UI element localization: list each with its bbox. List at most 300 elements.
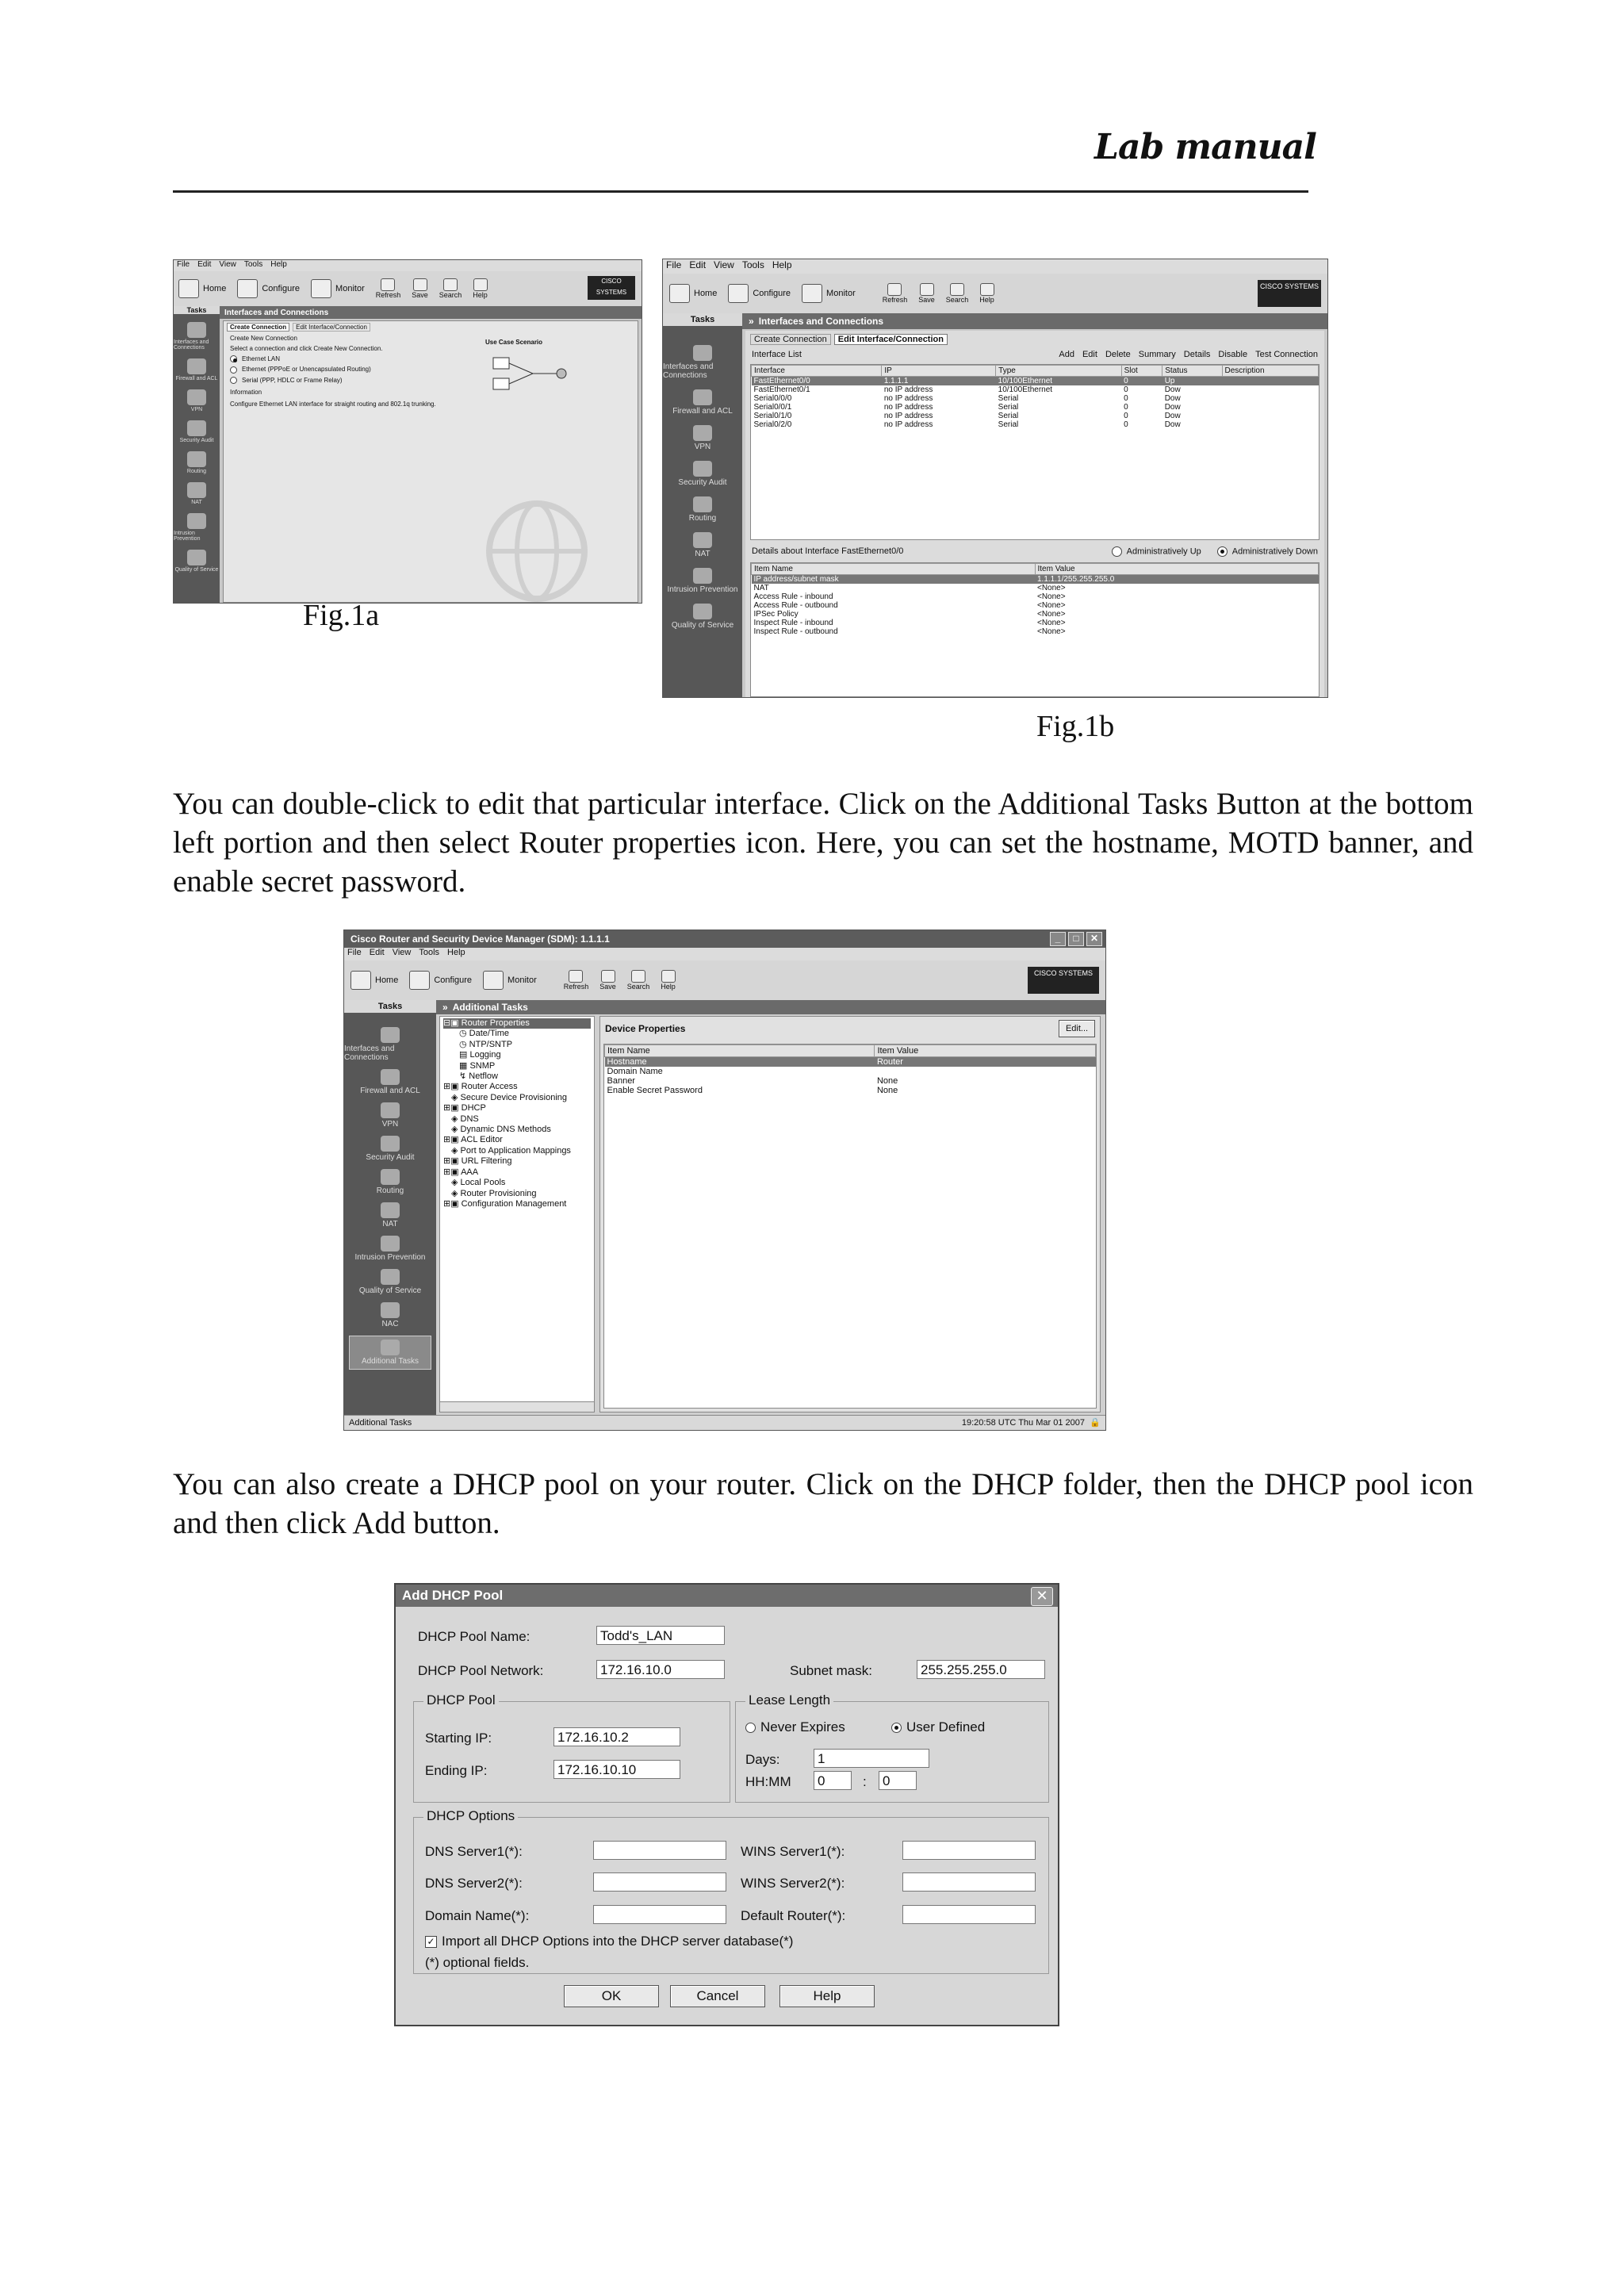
refresh-label: Refresh [375,291,401,299]
option-label: Ethernet LAN [242,355,281,362]
configure-button[interactable] [728,284,791,303]
create-instruction: Select a connection and click Create New Connection. [230,345,383,352]
add-button[interactable]: Add [1059,350,1074,359]
help-label: Help [473,291,488,299]
routing-icon [693,496,712,512]
never-expires-radio[interactable] [745,1719,845,1735]
pool-network-label: DHCP Pool Network: [418,1663,544,1678]
tab-create-connection[interactable]: Create Connection [750,334,831,345]
fig1a-tasks-pane [174,306,220,603]
option-label: Ethernet (PPPoE or Unencapsulated Routing) [242,366,371,374]
hours-field[interactable]: 0 [814,1771,852,1790]
nat-icon [381,1202,400,1218]
interface-list-label: Interface List [752,350,802,359]
properties-table [604,1045,1096,1095]
search-button[interactable] [946,283,969,304]
task-qos[interactable]: Quality of Service [344,1269,436,1295]
search-button[interactable] [439,278,462,299]
configure-button[interactable] [237,279,300,298]
delete-button[interactable]: Delete [1105,350,1131,359]
table-row[interactable]: Inspect Rule - inbound <None> [753,619,1066,627]
save-button[interactable] [918,283,935,304]
add-dhcp-pool-dialog [394,1583,1059,2026]
fig1b-menubar [663,259,1327,274]
subnet-mask-field[interactable]: 255.255.255.0 [917,1660,1045,1679]
use-case-scenario-label: Use Case Scenario [485,339,543,346]
menu-help[interactable]: Help [447,948,465,957]
refresh-icon [569,970,583,983]
refresh-button[interactable] [376,278,401,299]
table-row[interactable]: FastEthernet0/0 1.1.1.1 10/100Ethernet 0 Up [752,377,1319,386]
details-table-panel [750,562,1320,697]
dynamic-dns-icon: ◈ [451,1125,461,1135]
tree-item[interactable]: ⊞▣ ACL Editor [443,1135,503,1145]
task-interfaces[interactable]: Interfaces and Connections [344,1027,436,1062]
monitor-button[interactable] [802,284,856,303]
info-label: Information [230,389,262,397]
starting-ip-field[interactable]: 172.16.10.2 [553,1727,680,1746]
table-row[interactable]: Access Rule - outbound <None> [753,601,1066,610]
table-row[interactable]: Hostname Router [605,1057,1096,1068]
table-row[interactable]: Serial0/0/0 no IP address Serial 0 Dow [753,394,1181,403]
task-firewall[interactable]: Firewall and ACL [663,389,742,416]
save-label: Save [412,291,428,299]
device-properties-title: Device Properties [605,1023,686,1034]
domain-name-field[interactable] [593,1905,726,1924]
edit-button[interactable]: Edit... [1059,1020,1095,1037]
chevron-icon: » [749,316,754,327]
admin-down-radio[interactable]: Administratively Down [1217,546,1318,557]
starting-ip-label: Starting IP: [425,1731,492,1746]
fig1b-content [745,331,1324,697]
window-titlebar [344,930,1105,948]
status-bar [344,1415,1105,1430]
help-label: Help [661,983,676,991]
pool-name-label: DHCP Pool Name: [418,1629,530,1644]
dns-server1-field[interactable] [593,1841,726,1860]
tree-item[interactable]: ⊟▣ Router Properties [443,1018,591,1029]
tree-item[interactable]: ◷ Date/Time [459,1029,509,1039]
globe-watermark [477,496,596,604]
default-router-field[interactable] [902,1905,1036,1924]
fig1a-caption: Fig.1a [303,599,380,632]
folder-icon: ⊞▣ [443,1156,462,1167]
task-interfaces[interactable]: Interfaces and Connections [663,345,742,380]
col-interface[interactable]: Interface [752,366,882,377]
tree-item[interactable]: ↯ Netflow [459,1071,498,1082]
table-row[interactable]: Access Rule - inbound <None> [753,592,1066,601]
task-nat[interactable]: NAT [174,482,220,505]
fig1a-toolbar [174,271,642,307]
interfaces-icon [381,1027,400,1043]
menu-help[interactable]: Help [772,259,792,270]
header-rule [173,190,1308,193]
details-label: Details about Interface FastEthernet0/0 [752,546,904,556]
never-expires-label: Never Expires [760,1719,845,1734]
fig1a-menubar [174,260,642,271]
save-icon [601,970,615,983]
summary-button[interactable]: Summary [1138,350,1176,359]
home-button[interactable] [178,279,226,298]
option-label: Serial (PPP, HDLC or Frame Relay) [242,376,343,384]
monitor-button[interactable] [311,279,365,298]
monitor-label: Monitor [335,284,365,293]
menu-tools[interactable]: Tools [243,260,263,269]
menu-edit[interactable]: Edit [689,259,707,270]
save-button[interactable] [412,278,428,299]
radio-icon [1217,546,1228,557]
col-description[interactable]: Description [1222,366,1319,377]
menu-tools[interactable]: Tools [741,259,764,270]
refresh-label: Refresh [563,983,589,991]
monitor-label: Monitor [826,289,856,298]
table-row[interactable]: Enable Secret Password None [607,1086,898,1095]
pam-icon: ◈ [451,1145,461,1156]
menu-view[interactable]: View [392,948,412,957]
monitor-icon [483,971,504,990]
tree-item[interactable]: ▤ Logging [459,1050,501,1060]
task-qos[interactable]: Quality of Service [174,550,220,573]
menu-file[interactable]: File [177,260,190,269]
monitor-icon [311,279,331,298]
home-icon [178,279,199,298]
help-button[interactable] [661,970,676,991]
hhmm-label: HH:MM [745,1774,791,1789]
cisco-logo: CISCO SYSTEMS [1258,280,1321,307]
col-item-name[interactable]: Item Name [752,564,1036,575]
dhcp-pool-legend: DHCP Pool [423,1692,499,1708]
search-icon [443,278,458,291]
table-row[interactable]: IPSec Policy <None> [753,610,1066,619]
fig2-toolbar [344,960,1105,1001]
task-intrusion-prevention[interactable]: Intrusion Prevention [663,568,742,594]
cisco-logo: CISCO SYSTEMS [1028,967,1099,994]
test-connection-button[interactable]: Test Connection [1255,350,1318,359]
task-additional-tasks[interactable]: Additional Tasks [349,1336,431,1370]
table-row[interactable]: Serial0/2/0 no IP address Serial 0 Dow [753,420,1181,429]
checkmark-icon: ✓ [425,1936,437,1948]
nat-icon [693,532,712,548]
dhcp-options-group [413,1808,1049,1974]
edit-button[interactable]: Edit [1082,350,1097,359]
task-qos[interactable]: Quality of Service [663,604,742,630]
fig1a-screenshot [173,259,642,604]
tree-item[interactable]: ◈ Dynamic DNS Methods [451,1125,551,1135]
tree-item[interactable]: ◈ Local Pools [451,1178,506,1188]
device-properties-panel [599,1016,1101,1412]
menu-help[interactable]: Help [270,260,287,269]
dns-icon: ◈ [451,1114,461,1124]
table-row[interactable]: NAT <None> [753,584,1066,592]
task-nat[interactable]: NAT [663,532,742,558]
intrusion-icon [381,1236,400,1251]
radio-icon [1112,546,1122,557]
table-row[interactable]: Banner None [607,1076,898,1086]
task-intrusion-prevention[interactable]: Intrusion Prevention [344,1236,436,1262]
option-serial[interactable] [230,377,237,384]
fig1b-toolbar [663,274,1327,314]
refresh-icon [887,283,902,296]
intrusion-icon [187,513,206,529]
fig1a-pane-header: Interfaces and Connections [220,306,642,319]
subnet-mask-label: Subnet mask: [790,1663,872,1678]
ok-button[interactable]: OK [564,1985,659,2007]
wins-server2-field[interactable] [902,1872,1036,1892]
table-row[interactable]: IP address/subnet mask 1.1.1.1/255.255.255.0 [752,575,1319,585]
security-audit-icon [381,1136,400,1152]
monitor-label: Monitor [508,976,537,985]
intrusion-icon [693,568,712,584]
minimize-icon[interactable]: _ [1050,932,1066,946]
menu-view[interactable]: View [714,259,734,270]
tree-item[interactable]: ◈ DNS [451,1114,479,1124]
menu-edit[interactable]: Edit [369,948,385,957]
table-row[interactable]: Serial0/0/1 no IP address Serial 0 Dow [753,403,1181,412]
ending-ip-label: Ending IP: [425,1763,488,1778]
tab-edit-interface[interactable]: Edit Interface/Connection [834,334,948,345]
configure-button[interactable] [409,971,472,990]
help-button[interactable] [979,283,994,304]
interfaces-icon [187,322,206,338]
tab-create-connection[interactable]: Create Connection [227,323,289,332]
ending-ip-field[interactable]: 172.16.10.10 [553,1760,680,1779]
window-title: Cisco Router and Security Device Manager (SDM): 1.1.1.1 [350,933,610,945]
qos-icon [693,604,712,619]
tab-edit-interface[interactable]: Edit Interface/Connection [293,323,370,332]
cisco-logo: CISCO SYSTEMS [588,276,635,300]
home-icon [669,284,690,303]
fig2-tasks-pane [344,1000,436,1416]
tasks-title: Tasks [174,306,220,314]
tree-item[interactable]: ⊞▣ URL Filtering [443,1156,512,1167]
menu-tools[interactable]: Tools [419,948,440,957]
dialog-title: Add DHCP Pool [396,1585,1058,1607]
tree-item[interactable]: ◷ NTP/SNTP [459,1039,513,1049]
tree-scrollbar[interactable] [439,1401,595,1412]
col-type[interactable]: Type [996,366,1121,377]
interface-table [751,365,1319,429]
tasks-title: Tasks [663,313,742,326]
task-routing[interactable]: Routing [663,496,742,523]
task-routing[interactable]: Routing [344,1169,436,1195]
fig2-pane-header: » Additional Tasks [436,1000,1105,1014]
save-icon [920,283,934,296]
minutes-field[interactable]: 0 [879,1771,917,1790]
task-firewall[interactable]: Firewall and ACL [344,1069,436,1095]
nac-icon [381,1302,400,1318]
table-row[interactable]: Inspect Rule - outbound <None> [753,627,1066,636]
folder-icon: ⊟▣ [443,1018,462,1028]
table-row[interactable]: Serial0/1/0 no IP address Serial 0 Dow [753,412,1181,420]
fig1b-pane-header: » Interfaces and Connections [742,313,1327,329]
home-button[interactable] [350,971,398,990]
menu-edit[interactable]: Edit [197,260,212,269]
table-row[interactable]: FastEthernet0/1 no IP address 10/100Ethernet 0 Dow [753,385,1181,394]
lock-icon: 🔒 [1090,1418,1101,1428]
menu-file[interactable]: File [666,259,682,270]
search-label: Search [626,983,650,991]
details-table [751,563,1319,636]
firewall-icon [187,358,206,374]
home-label: Home [694,289,718,298]
task-security-audit[interactable]: Security Audit [174,420,220,443]
configure-icon [728,284,749,303]
fig1b-tasks-pane [663,313,742,697]
search-label: Search [945,296,969,304]
task-nac[interactable]: NAC [344,1302,436,1328]
routing-icon [381,1169,400,1185]
menu-file[interactable]: File [347,948,362,957]
tree-item[interactable]: ◈ Port to Application Mappings [451,1145,571,1156]
interface-table-panel [750,364,1320,540]
nat-icon [187,482,206,498]
option-ethernet-lan[interactable] [230,355,237,362]
tree-item[interactable]: ⊞▣ AAA [443,1167,479,1177]
disable-button[interactable]: Disable [1218,350,1248,359]
refresh-button[interactable] [564,970,589,991]
home-label: Home [203,284,227,293]
folder-icon: ⊞▣ [443,1082,462,1092]
interfaces-icon [693,345,712,361]
menu-view[interactable]: View [219,260,236,269]
task-interfaces[interactable]: Interfaces and Connections [174,322,220,351]
col-ip[interactable]: IP [882,366,996,377]
folder-icon: ⊞▣ [443,1103,462,1114]
user-defined-label: User Defined [906,1719,986,1734]
folder-icon: ⊞▣ [443,1167,462,1177]
provision-icon: ◈ [451,1092,461,1102]
refresh-button[interactable] [883,283,908,304]
task-vpn[interactable]: VPN [174,389,220,412]
table-row[interactable]: Domain Name [607,1067,663,1076]
optional-fields-note: (*) optional fields. [425,1955,530,1970]
configure-icon [409,971,430,990]
tree-item[interactable]: ⊞▣ DHCP [443,1103,486,1114]
vpn-icon [381,1102,400,1118]
info-text: Configure Ethernet LAN interface for straight routing and 802.1q trunking. [230,401,436,408]
dns-server2-field[interactable] [593,1872,726,1892]
domain-name-label: Domain Name(*): [425,1908,530,1923]
search-icon [631,970,645,983]
option-pppoe[interactable] [230,366,237,374]
help-button[interactable] [473,278,488,299]
task-vpn[interactable]: VPN [663,425,742,451]
search-label: Search [439,291,462,299]
refresh-icon [381,278,395,291]
help-label: Help [979,296,994,304]
chevron-icon: » [442,1002,448,1013]
monitor-button[interactable] [483,971,537,990]
col-status[interactable]: Status [1162,366,1222,377]
col-slot[interactable]: Slot [1121,366,1162,377]
sdm-window-screenshot [343,930,1106,1431]
dns-server2-label: DNS Server2(*): [425,1876,523,1891]
task-security-audit[interactable]: Security Audit [344,1136,436,1162]
col-item-value[interactable]: Item Value [1035,564,1319,575]
details-button[interactable]: Details [1183,350,1211,359]
col-item-value[interactable]: Item Value [875,1045,1096,1057]
user-defined-radio[interactable] [891,1719,985,1735]
task-routing[interactable]: Routing [174,451,220,474]
qos-icon [381,1269,400,1285]
clock-icon: ◷ [459,1029,469,1039]
help-icon [661,970,676,983]
folder-icon: ⊞▣ [443,1135,462,1145]
snmp-icon: ▦ [459,1060,470,1071]
fig1b-caption: Fig.1b [1036,710,1115,743]
security-audit-icon [693,461,712,477]
pool-name-field[interactable]: Todd's_LAN [596,1626,725,1645]
default-router-label: Default Router(*): [741,1908,846,1923]
vpn-icon [693,425,712,441]
cancel-button[interactable]: Cancel [670,1985,765,2007]
header-title: Lab manual [1094,127,1316,167]
time-separator: : [863,1774,867,1789]
task-nat[interactable]: NAT [344,1202,436,1228]
close-icon[interactable]: ✕ [1086,932,1102,946]
configure-icon [237,279,258,298]
configure-label: Configure [434,976,473,985]
pool-network-field[interactable]: 172.16.10.0 [596,1660,725,1679]
firewall-icon [693,389,712,405]
search-icon [950,283,964,296]
radio-icon [891,1723,902,1733]
task-vpn[interactable]: VPN [344,1102,436,1129]
fig1b-screenshot [662,259,1328,698]
wins-server1-field[interactable] [902,1841,1036,1860]
tree-item[interactable]: ◈ Secure Device Provisioning [451,1092,568,1102]
task-security-audit[interactable]: Security Audit [663,461,742,487]
status-left: Additional Tasks [349,1418,412,1428]
feature-tree [439,1016,595,1412]
import-options-checkbox[interactable] [425,1934,793,1949]
tree-item[interactable]: ⊞▣ Configuration Management [443,1198,567,1209]
properties-table-panel [603,1044,1097,1409]
fig2-menubar [344,948,1105,960]
task-firewall[interactable]: Firewall and ACL [174,358,220,381]
tree-item[interactable]: ⊞▣ Router Access [443,1082,518,1092]
radio-icon [745,1723,756,1733]
tasks-title: Tasks [344,1000,436,1013]
search-button[interactable] [627,970,650,991]
dns-server1-label: DNS Server1(*): [425,1844,523,1859]
ntp-icon: ◷ [459,1039,469,1049]
configure-label: Configure [753,289,791,298]
save-icon [413,278,427,291]
home-label: Home [375,976,399,985]
home-icon [350,971,371,990]
folder-icon: ⊞▣ [443,1198,462,1209]
status-right: 19:20:58 UTC Thu Mar 01 2007 [961,1418,1085,1428]
lease-length-group [735,1692,1049,1803]
task-intrusion-prevention[interactable]: Intrusion Prevention [174,513,220,542]
wins-server2-label: WINS Server2(*): [741,1876,845,1891]
monitor-icon [802,284,822,303]
maximize-icon[interactable]: □ [1068,932,1084,946]
home-button[interactable] [669,284,717,303]
col-item-name[interactable]: Item Name [605,1045,875,1057]
tree-item[interactable]: ◈ Router Provisioning [451,1188,537,1198]
save-button[interactable] [599,970,616,991]
qos-icon [187,550,206,565]
close-icon[interactable]: ✕ [1031,1587,1053,1606]
days-field[interactable]: 1 [814,1749,929,1768]
tree-item[interactable]: ▦ SNMP [459,1060,496,1071]
admin-up-radio[interactable]: Administratively Up [1112,546,1201,557]
days-label: Days: [745,1752,780,1767]
save-label: Save [918,296,935,304]
help-button[interactable]: Help [779,1985,875,2007]
